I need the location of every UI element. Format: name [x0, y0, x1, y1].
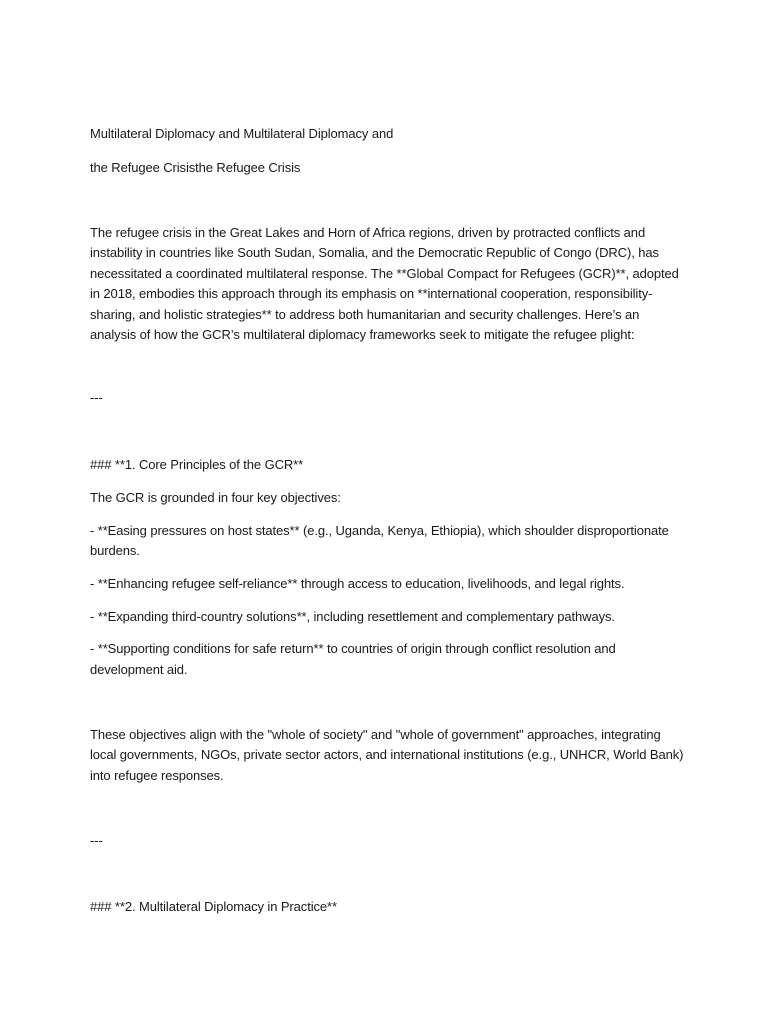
- paragraph-line: These objectives align with the "whole of society" and "whole of government" approaches, integrating: [90, 727, 661, 742]
- list-item: - **Enhancing refugee self-reliance** through access to education, livelihoods, and legal rights.: [90, 576, 625, 591]
- paragraph-line: The refugee crisis in the Great Lakes and Horn of Africa regions, driven by protracted conflicts and: [90, 225, 646, 240]
- separator: ---: [90, 833, 103, 848]
- paragraph-line: analysis of how the GCR’s multilateral diplomacy frameworks seek to mitigate the refugee plight:: [90, 327, 635, 342]
- list-item-continuation: burdens.: [90, 543, 140, 558]
- paragraph-line: sharing, and holistic strategies** to address both humanitarian and security challenges. Here’s an: [90, 307, 640, 322]
- list-item: - **Expanding third-country solutions**, including resettlement and complementary pathways.: [90, 609, 615, 624]
- list-item: - **Supporting conditions for safe return** to countries of origin through conflict resolution and: [90, 641, 616, 656]
- list-item-continuation: development aid.: [90, 662, 188, 677]
- section-2-heading: ### **2. Multilateral Diplomacy in Practice**: [90, 899, 337, 914]
- paragraph-line: in 2018, embodies this approach through its emphasis on **international cooperation, responsibility-: [90, 286, 653, 301]
- document-title-line-2: the Refugee Crisisthe Refugee Crisis: [90, 160, 301, 175]
- paragraph-line: into refugee responses.: [90, 768, 224, 783]
- section-1-heading: ### **1. Core Principles of the GCR**: [90, 457, 304, 472]
- list-item: - **Easing pressures on host states** (e.g., Uganda, Kenya, Ethiopia), which shoulder disproportionate: [90, 523, 669, 538]
- paragraph-line: local governments, NGOs, private sector actors, and international institutions (e.g., UNHCR, World Bank): [90, 747, 684, 762]
- paragraph-line: necessitated a coordinated multilateral response. The **Global Compact for Refugees (GCR)**, adopted: [90, 266, 679, 281]
- paragraph-line: instability in countries like South Sudan, Somalia, and the Democratic Republic of Congo (DRC), has: [90, 245, 659, 260]
- section-1-lead: The GCR is grounded in four key objectives:: [90, 490, 341, 505]
- document-title-line-1: Multilateral Diplomacy and Multilateral Diplomacy and: [90, 126, 394, 141]
- separator: ---: [90, 390, 103, 405]
